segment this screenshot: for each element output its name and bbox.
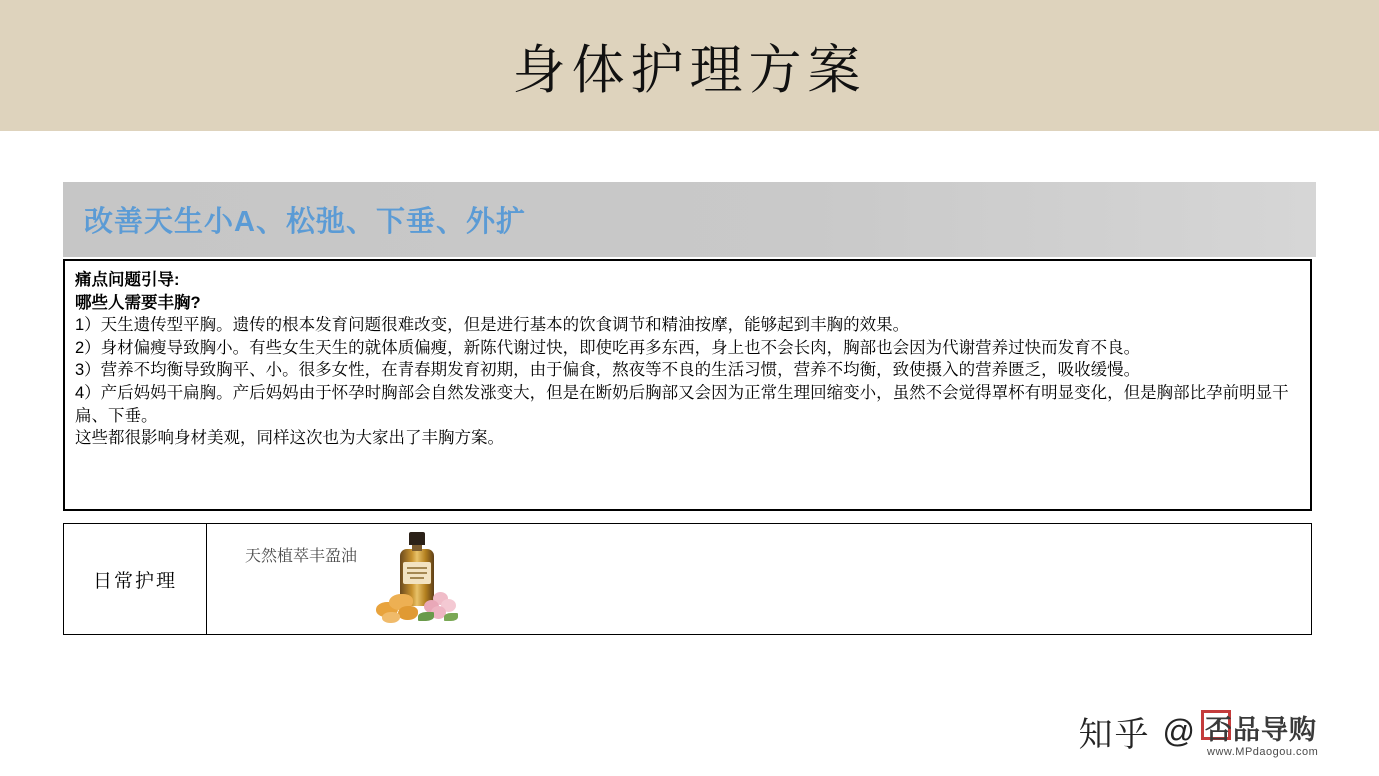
body-line-3: 1）天生遗传型平胸。遗传的根本发育问题很难改变，但是进行基本的饮食调节和精油按摩，能够起到丰胸的效果。 [75, 316, 910, 335]
brand-name: 否品导购 [1205, 714, 1317, 745]
body-line-5: 3）营养不均衡导致胸平、小。很多女性，在青春期发育初期，由于偏食，熬夜等不良的生活习惯，营养不均衡，致使摄入的营养匮乏，吸收缓慢。 [75, 361, 1141, 380]
zhihu-logo-text: 知乎 [1078, 715, 1151, 755]
body-line-2: 哪些人需要丰胸? [75, 293, 201, 312]
body-line-6: 4）产后妈妈干扁胸。产后妈妈由于怀孕时胸部会自然发涨变大，但是在断奶后胸部又会因为正常生理回缩变小，虽然不会觉得罩杯有明显变化，但是胸部比孕前明显干扁、下垂。 [75, 383, 1289, 425]
massage-oil-bottle-photo [372, 530, 468, 630]
section-heading-bar [63, 182, 1316, 257]
watermark [1079, 707, 1351, 756]
section-heading-text: 改善天生小A、松弛、下垂、外扩 [84, 206, 526, 238]
ginger-root-illustration [376, 588, 422, 624]
table-row-content [207, 524, 1311, 634]
body-line-4: 2）身材偏瘦导致胸小。有些女生天生的就体质偏瘦，新陈代谢过快，即使吃再多东西，身上也不会长肉，胸部也会因为代谢营养过快而发育不良。 [75, 338, 1141, 357]
brand-url: www.MPdaogou.com [1207, 745, 1319, 758]
body-text-box [63, 259, 1312, 511]
at-symbol: @ [1162, 713, 1195, 749]
care-table [63, 523, 1312, 635]
body-line-7: 这些都很影响身材美观，同样这次也为大家出了丰胸方案。 [75, 429, 504, 448]
table-row-label: 日常护理 [64, 524, 207, 634]
flower-illustration [424, 592, 458, 624]
product-name: 天然植萃丰盈油 [245, 546, 358, 565]
body-line-1: 痛点问题引导: [75, 271, 180, 289]
page-title: 身体护理方案 [512, 39, 867, 101]
brand-mark [1201, 708, 1351, 756]
